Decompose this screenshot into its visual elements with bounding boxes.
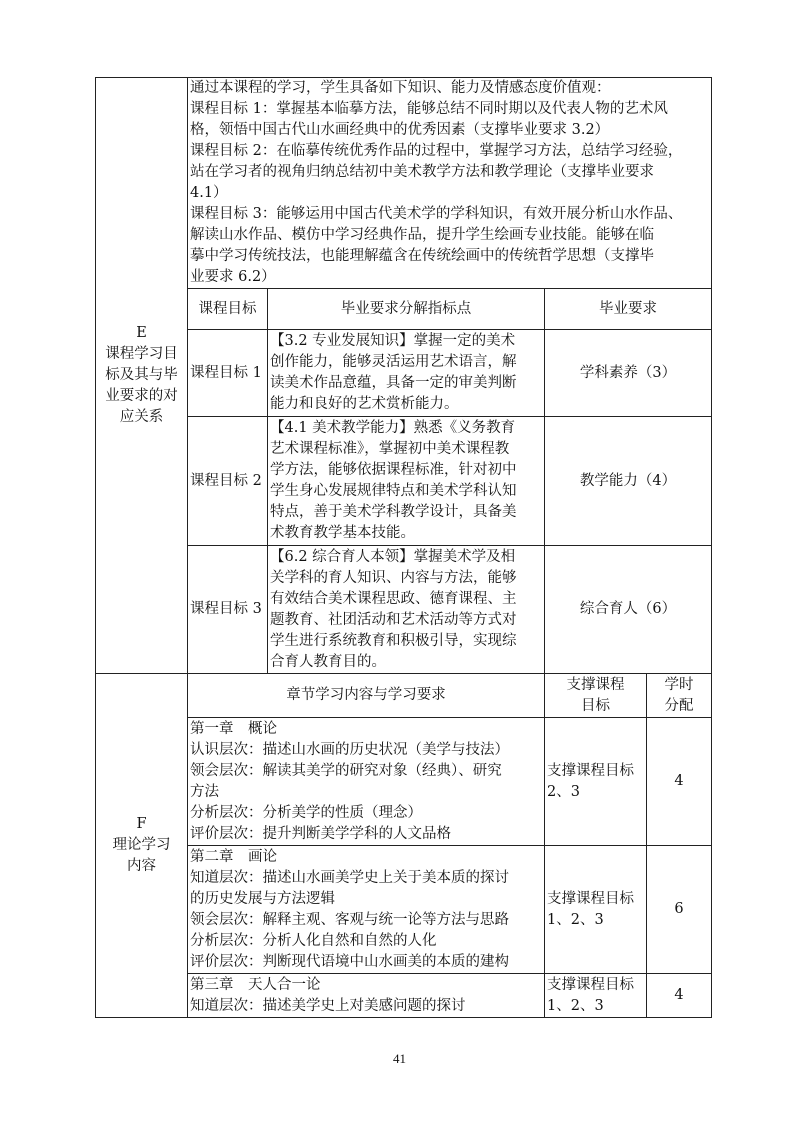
course-table: [95, 77, 712, 1018]
course-target-3: 课程目标 3: [188, 546, 268, 674]
support-target-cell: 支撑课程目标 1、2、3: [545, 846, 647, 974]
support-target-cell: 支撑课程目标 2、3: [545, 718, 647, 846]
hours-cell: 4: [647, 974, 712, 1018]
course-target-1: 课程目标 1: [188, 330, 268, 417]
course-target-2: 课程目标 2: [188, 417, 268, 546]
requirement-cell: 学科素养（3）: [545, 330, 712, 417]
indicator-cell: 【3.2 专业发展知识】掌握一定的美术 创作能力，能够灵活运用艺术语言，解 读美术作品意蕴，具备一定的审美判断 能力和良好的艺术赏析能力。: [268, 330, 545, 417]
hours-cell: 4: [647, 718, 712, 846]
chapter-content: 第一章 概论 认识层次：描述山水画的历史状况（美学与技法） 领会层次：解读其美学的研究对象（经典）、研究 方法 分析层次：分析美学的性质（理念） 评价层次：提升判断美学学科的人文品格: [188, 718, 545, 846]
header-indicator: 毕业要求分解指标点: [268, 289, 545, 330]
indicator-cell: 【4.1 美术教学能力】熟悉《义务教育 艺术课程标准》，掌握初中美术课程教 学方法，能够依据课程标准，针对初中 学生身心发展规律特点和美术学科认知 特点，善于美术学科教学设计，具备美 术教育教学基本技能。: [268, 417, 545, 546]
indicator-cell: 【6.2 综合育人本领】掌握美术学及相 关学科的育人知识、内容与方法，能够 有效结合美术课程思政、德育课程、主 题教育、社团活动和艺术活动等方式对 学生进行系统教育和积极引导，实现综 合育人教育目的。: [268, 546, 545, 674]
header-hours: 学时 分配: [647, 674, 712, 718]
chapter-content: 第三章 天人合一论 知道层次：描述美学史上对美感问题的探讨: [188, 974, 545, 1018]
header-chapter-content: 章节学习内容与学习要求: [188, 674, 545, 718]
table-row: [96, 846, 712, 974]
chapter-content: 第二章 画论 知道层次：描述山水画美学史上关于美本质的探讨 的历史发展与方法逻辑 领会层次：解释主观、客观与统一论等方法与思路 分析层次：分析人化自然和自然的人化 评价层次：判断现代语境中山水画美的本质的建构: [188, 846, 545, 974]
header-support-target: 支撑课程 目标: [545, 674, 647, 718]
page-number: 41: [393, 1051, 406, 1066]
hours-cell: 6: [647, 846, 712, 974]
table-row: [96, 417, 712, 546]
section-e-intro: 通过本课程的学习，学生具备如下知识、能力及情感态度价值观： 课程目标 1：掌握基本临摹方法，能够总结不同时期以及代表人物的艺术风 格，领悟中国古代山水画经典中的优秀因素（支撑毕业要求 3.2） 课程目标 2：在临摹传统优秀作品的过程中，掌握学习方法，总结学习经验， 站在学习者的视角归纳总结初中美术教学方法和教学理论（支撑毕业要求 4.1） 课程目标 3：能够运用中国古代美术学的学科知识，有效开展分析山水作品、 解读山水作品、模仿中学习经典作品，提升学生绘画专业技能。能够在临 摹中学习传统技法，也能理解蕴含在传统绘画中的传统哲学思想（支撑毕 业要求 6.2）: [188, 78, 712, 289]
header-course-target: 课程目标: [188, 289, 268, 330]
section-f-label: F 理论学习 内容: [96, 674, 188, 1018]
table-row: [96, 330, 712, 417]
section-f-header-row: [96, 674, 712, 718]
section-e-intro-row: [96, 78, 712, 289]
section-e-header-row: [96, 289, 712, 330]
support-target-cell: 支撑课程目标 1、2、3: [545, 974, 647, 1018]
requirement-cell: 综合育人（6）: [545, 546, 712, 674]
table-row: [96, 546, 712, 674]
requirement-cell: 教学能力（4）: [545, 417, 712, 546]
header-requirement: 毕业要求: [545, 289, 712, 330]
section-e-label: E 课程学习目 标及其与毕 业要求的对 应关系: [96, 78, 188, 674]
table-row: [96, 718, 712, 846]
table-row: [96, 974, 712, 1018]
